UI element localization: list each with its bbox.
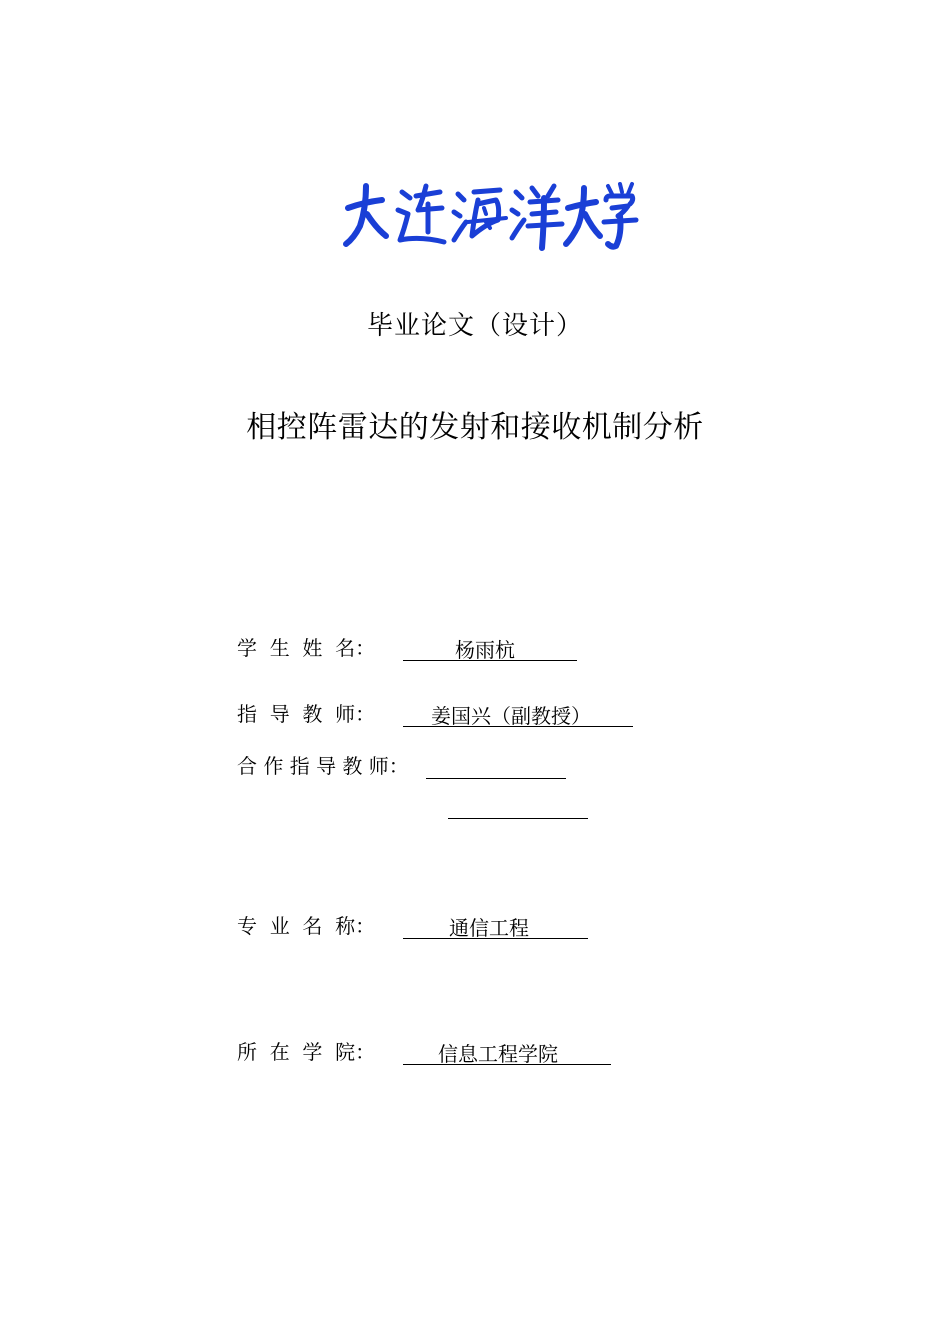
field-label: 所 在 学 院： bbox=[237, 1040, 376, 1064]
field-co-advisor bbox=[237, 750, 657, 780]
field-value: 杨雨杭 bbox=[455, 638, 515, 662]
field-advisor bbox=[237, 698, 657, 728]
field-co-advisor-extra bbox=[237, 790, 657, 820]
field-label: 指 导 教 师： bbox=[237, 702, 376, 726]
field-value: 信息工程学院 bbox=[438, 1042, 558, 1066]
field-label: 学 生 姓 名： bbox=[237, 636, 376, 660]
document-subtitle: 毕业论文（设计） bbox=[366, 311, 583, 341]
field-value: 姜国兴（副教授） bbox=[431, 704, 591, 728]
field-value: 通信工程 bbox=[449, 916, 529, 940]
thesis-title: 相控阵雷达的发射和接收机制分析 bbox=[246, 410, 704, 445]
university-logo bbox=[340, 178, 640, 258]
field-college bbox=[237, 1036, 657, 1066]
field-label: 合 作 指 导 教 师： bbox=[237, 754, 409, 778]
field-underline bbox=[448, 790, 588, 819]
field-student-name bbox=[237, 632, 637, 662]
field-major bbox=[237, 910, 657, 940]
field-label: 专 业 名 称： bbox=[237, 914, 376, 938]
field-underline bbox=[426, 750, 566, 779]
